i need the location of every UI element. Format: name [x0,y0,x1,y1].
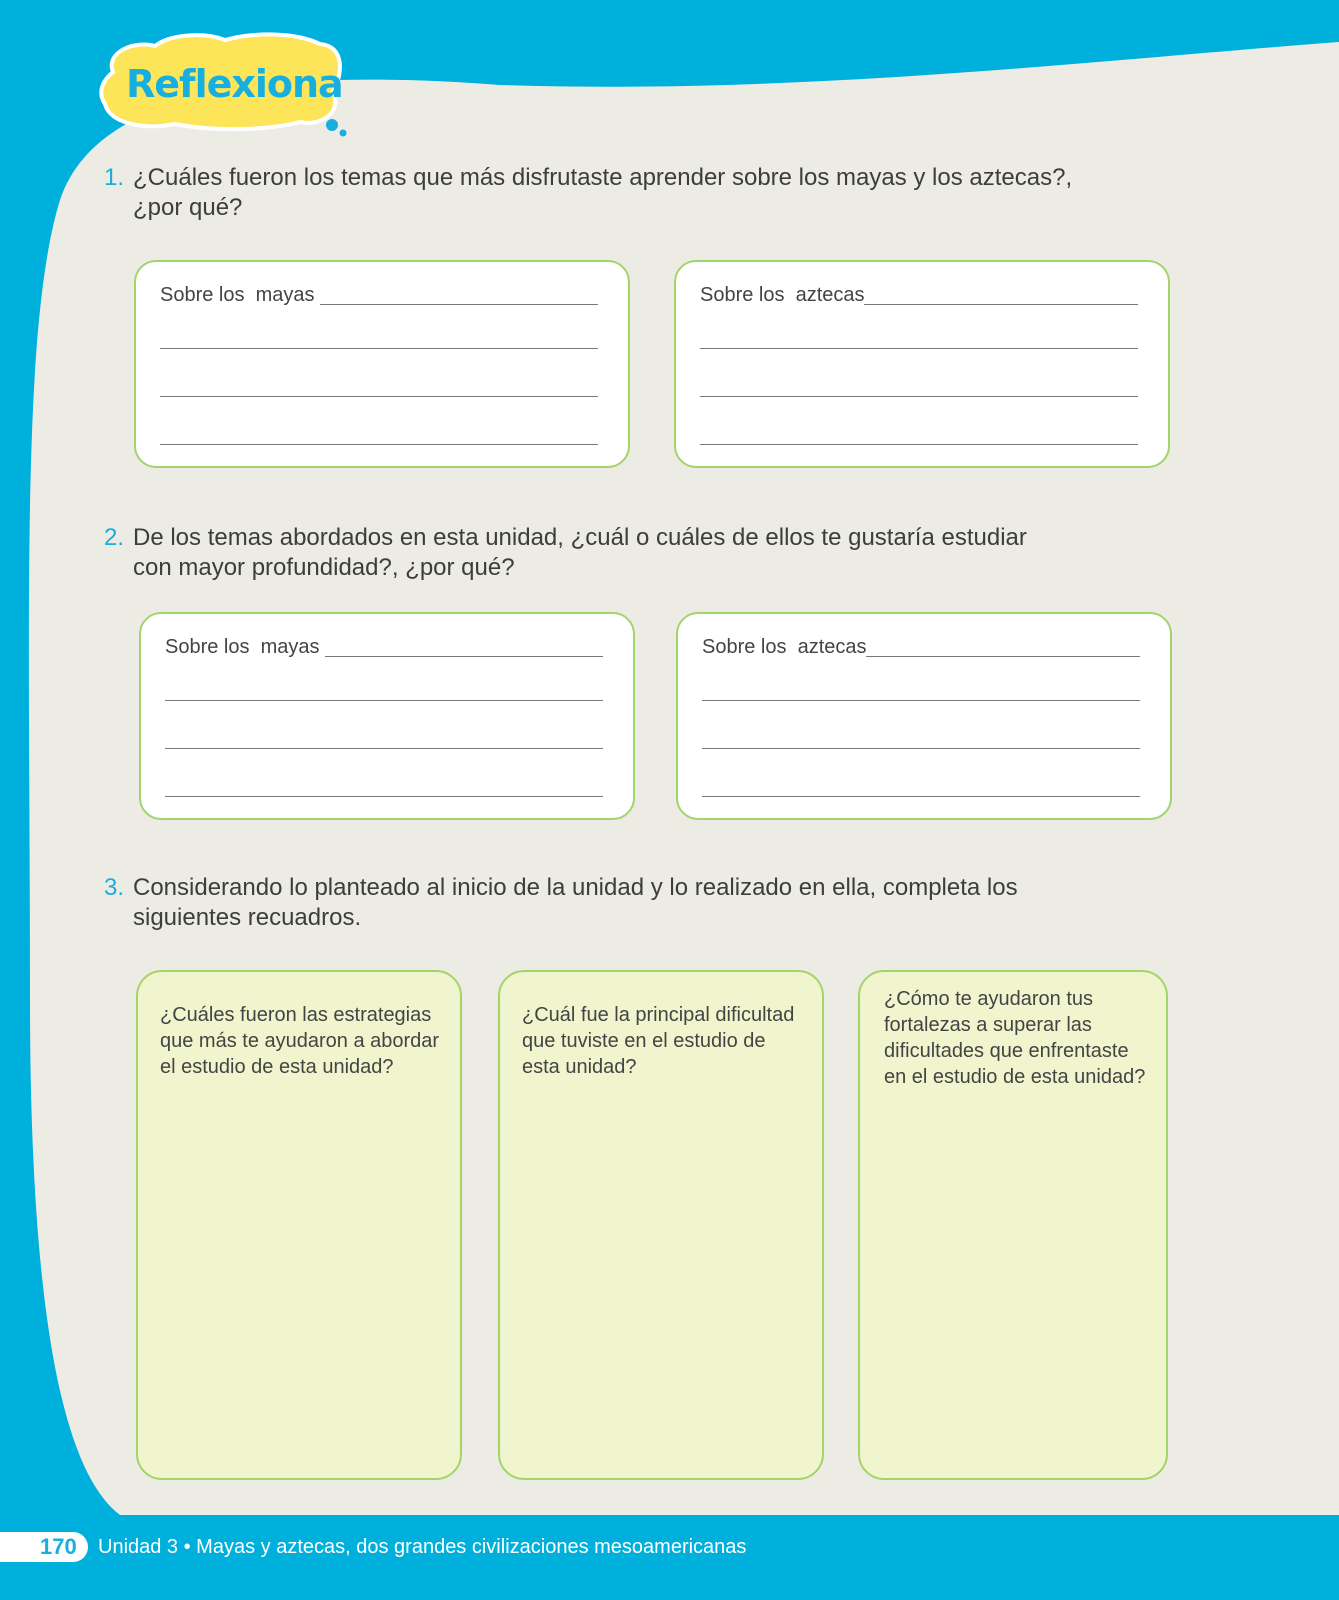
card-text-line: dificultades que enfrentaste [884,1040,1129,1062]
writing-line[interactable] [702,748,1140,749]
box-label: Sobre los aztecas [702,636,867,658]
writing-line[interactable] [702,796,1140,797]
box-label: Sobre los mayas [160,284,315,306]
writing-line[interactable] [160,444,598,445]
card-text-line: esta unidad? [522,1056,637,1078]
card-text-line: fortalezas a superar las [884,1014,1092,1036]
writing-line[interactable] [320,304,598,305]
question-text-line: ¿Cuáles fueron los temas que más disfrutaste aprender sobre los mayas y los aztecas?, [133,164,1073,191]
writing-line[interactable] [325,656,603,657]
writing-line[interactable] [160,396,598,397]
card-text-line: ¿Cómo te ayudaron tus [884,988,1093,1010]
writing-line[interactable] [160,348,598,349]
question-text-line: con mayor profundidad?, ¿por qué? [133,554,515,581]
question-text-line: siguientes recuadros. [133,904,362,931]
page-number: 170 [40,1534,77,1559]
question-text-line: ¿por qué? [133,194,243,221]
writing-line[interactable] [866,656,1140,657]
answer-box-aztecas[interactable] [676,612,1172,820]
question-number: 3. [104,874,125,901]
writing-line[interactable] [700,444,1138,445]
card-text-line: que tuviste en el estudio de [522,1030,766,1052]
writing-line[interactable] [700,396,1138,397]
answer-box-aztecas[interactable] [674,260,1170,468]
question-number: 1. [104,164,125,191]
question-text-line: Considerando lo planteado al inicio de la unidad y lo realizado en ella, completa los [133,874,1018,901]
writing-line[interactable] [165,748,603,749]
card-text-line: ¿Cuál fue la principal dificultad [522,1004,795,1026]
question-number: 2. [104,524,125,551]
reflection-card-strengths[interactable] [858,970,1168,1480]
writing-line[interactable] [165,796,603,797]
card-text-line: ¿Cuáles fueron las estrategias [160,1004,432,1026]
answer-box-mayas[interactable] [134,260,630,468]
card-text-line: en el estudio de esta unidad? [884,1066,1146,1088]
reflection-card-difficulty[interactable] [498,970,824,1480]
card-text-line: que más te ayudaron a abordar [160,1030,440,1052]
section-title: Reflexiona [126,62,343,106]
footer-unit-title: Unidad 3 • Mayas y aztecas, dos grandes civilizaciones mesoamericanas [98,1536,747,1558]
reflection-card-strategies[interactable] [136,970,462,1480]
answer-box-mayas[interactable] [139,612,635,820]
question-text-line: De los temas abordados en esta unidad, ¿cuál o cuáles de ellos te gustaría estudiar [133,524,1027,551]
box-label: Sobre los mayas [165,636,320,658]
writing-line[interactable] [864,304,1138,305]
writing-line[interactable] [702,700,1140,701]
writing-line[interactable] [700,348,1138,349]
box-label: Sobre los aztecas [700,284,865,306]
card-text-line: el estudio de esta unidad? [160,1056,394,1078]
writing-line[interactable] [165,700,603,701]
